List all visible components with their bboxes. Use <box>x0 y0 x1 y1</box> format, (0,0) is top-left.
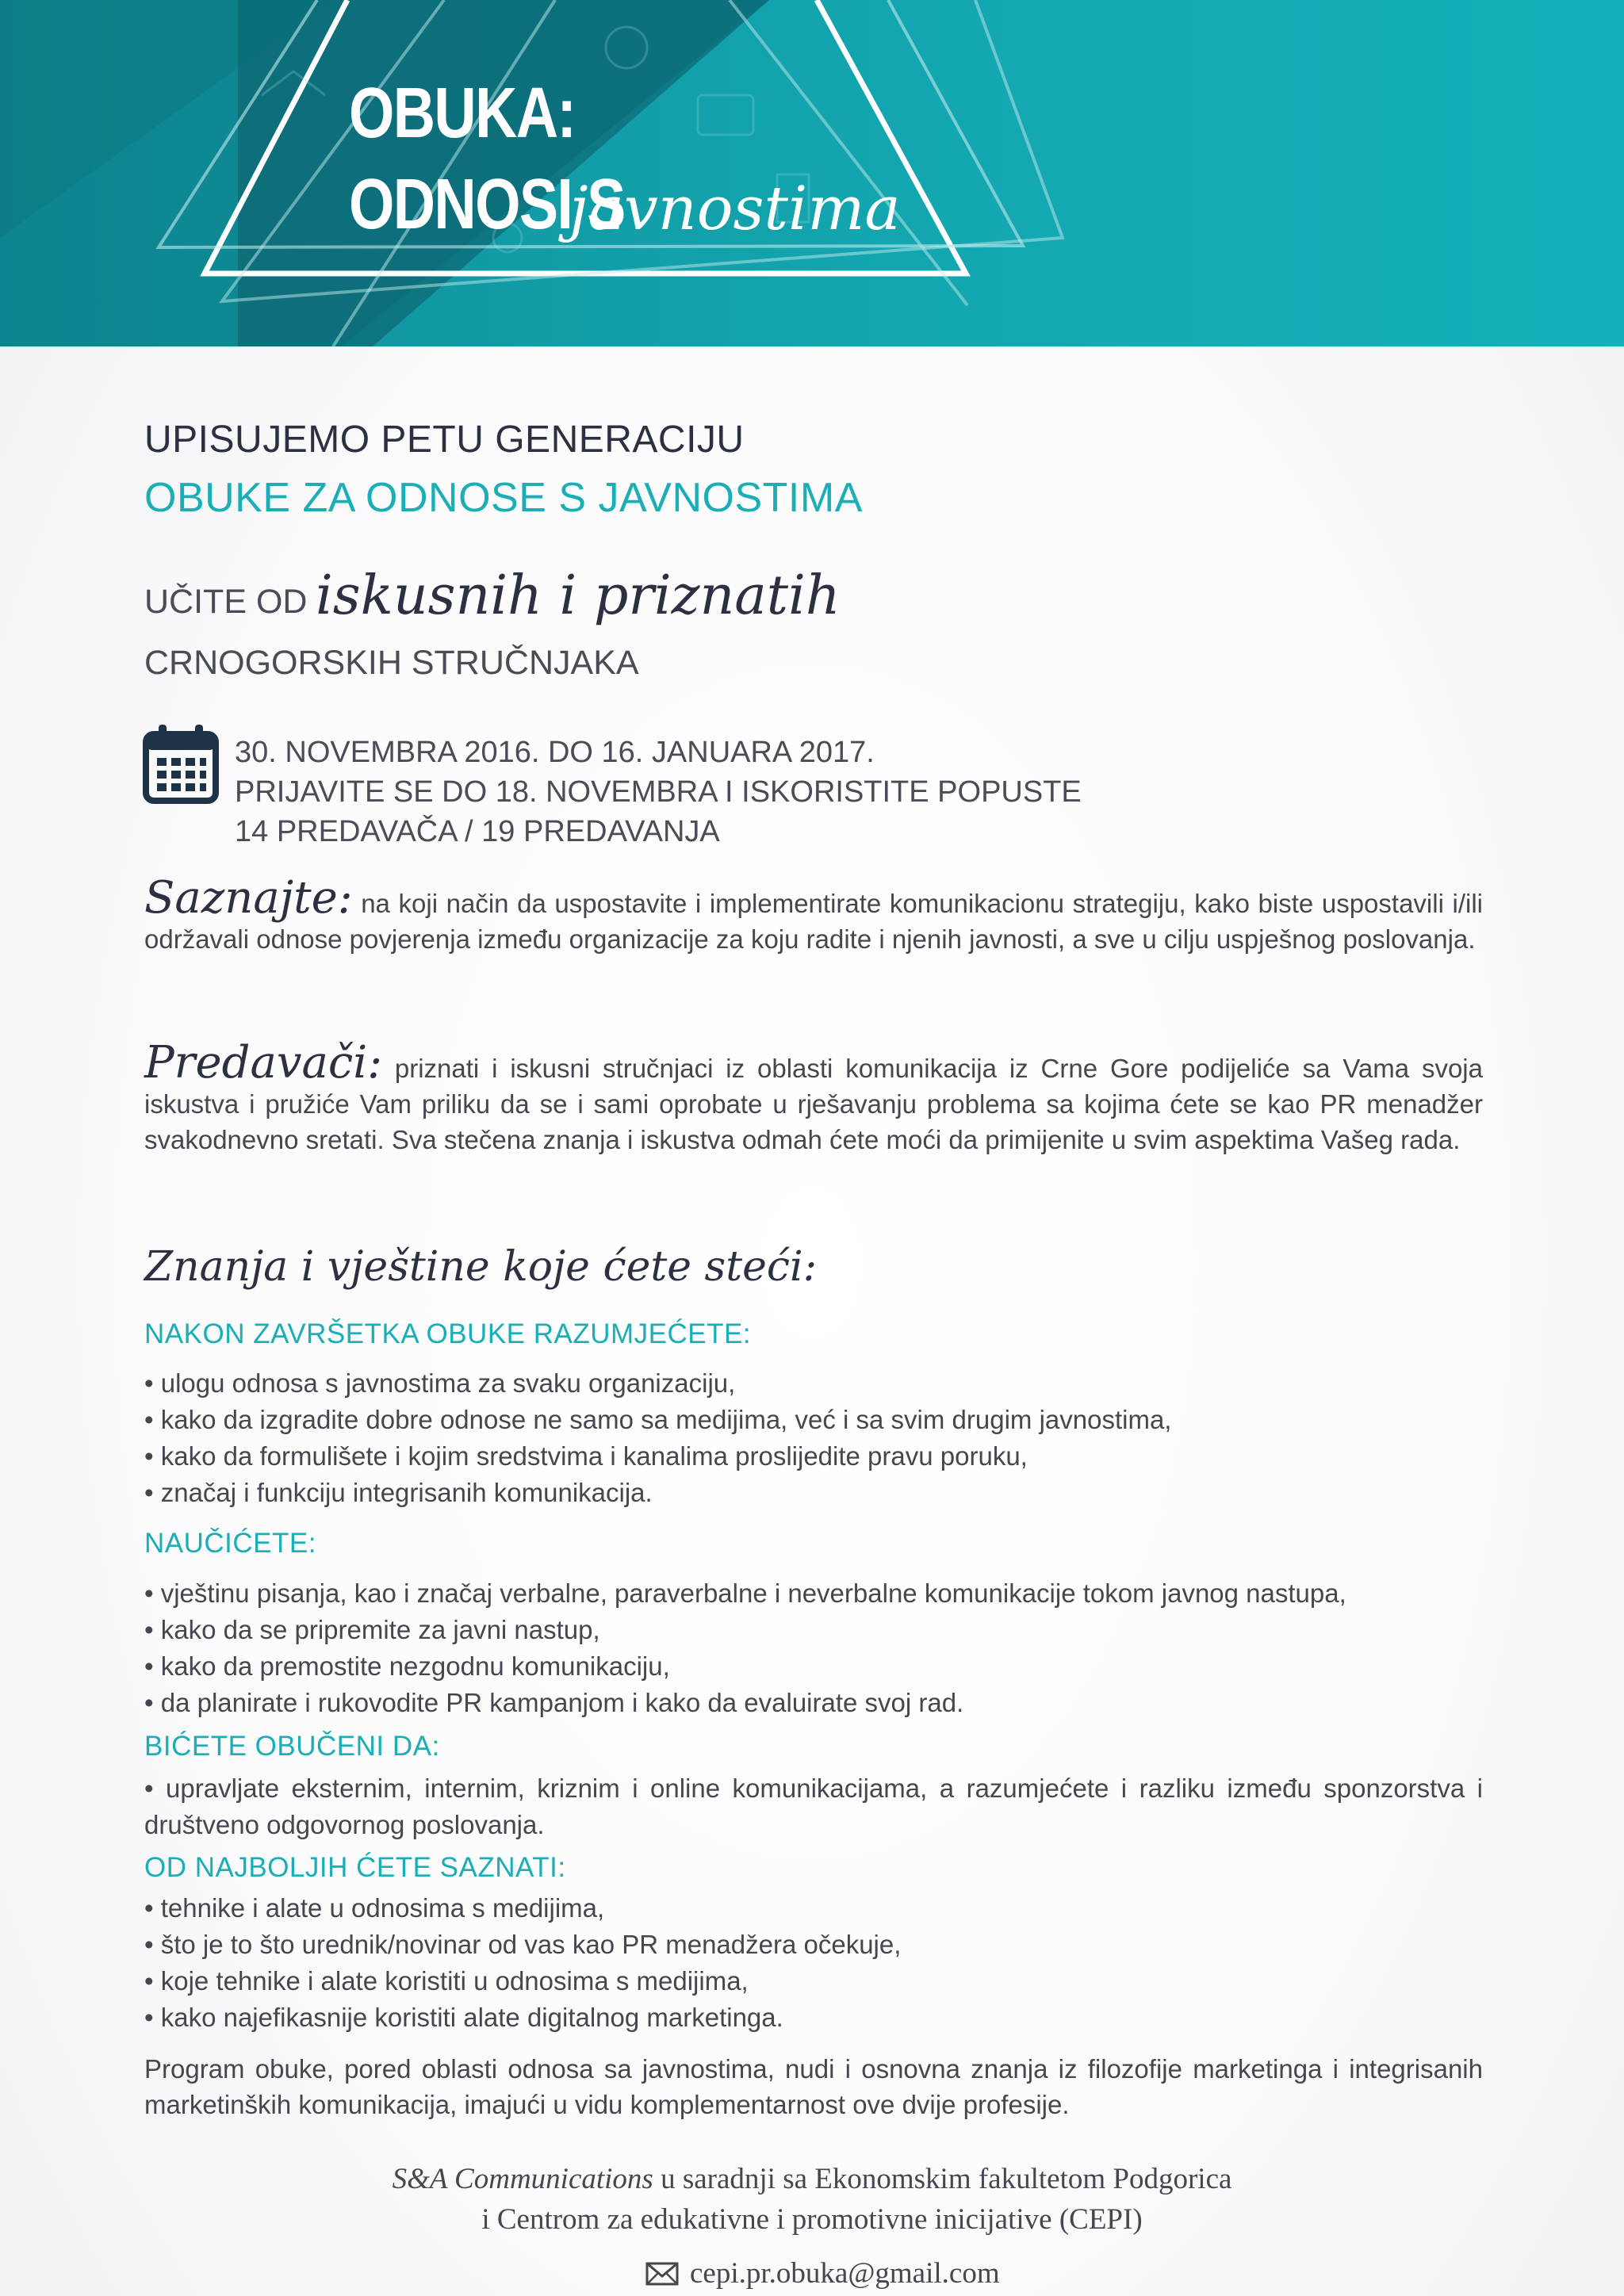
list-item: • kako da formulišete i kojim sredstvima i kanalima proslijedite pravu poruku, <box>144 1441 1028 1471</box>
section-title-razumjecete: NAKON ZAVRŠETKA OBUKE RAZUMJEĆETE: <box>144 1318 752 1349</box>
section-title-naucicete: NAUČIĆETE: <box>144 1528 316 1559</box>
list-item: • tehnike i alate u odnosima s medijima, <box>144 1893 605 1923</box>
list-obuceni <box>144 1770 1483 1843</box>
predavaci-paragraph <box>144 1037 1483 1158</box>
list-item: • ulogu odnosa s javnostima za svaku organizaciju, <box>144 1368 736 1398</box>
list-item: • što je to što urednik/novinar od vas kao PR menadžera očekuje, <box>144 1930 902 1959</box>
list-saznati <box>144 1890 1483 2036</box>
intro-line2: OBUKE ZA ODNOSE S JAVNOSTIMA <box>144 475 863 521</box>
section-title-saznati: OD NAJBOLJIH ĆETE SAZNATI: <box>144 1852 566 1883</box>
list-item: • kako da izgradite dobre odnose ne samo sa medijima, već i sa svim drugim javnostima, <box>144 1405 1172 1434</box>
list-item: • kako da se pripremite za javni nastup, <box>144 1615 600 1644</box>
schedule-registration: PRIJAVITE SE DO 18. NOVEMBRA I ISKORISTITE POPUSTE <box>235 775 1082 809</box>
intro-line1: UPISUJEMO PETU GENERACIJU <box>144 419 745 461</box>
footer-email-row <box>645 2256 1000 2290</box>
list-item: • koje tehnike i alate koristiti u odnosima s medijima, <box>144 1966 749 1996</box>
list-item: • upravljate eksternim, internim, kriznim i online komunikacijama, a razumjećete i razliku između sponzorstva i društveno odgovornog poslovanja. <box>144 1774 1483 1839</box>
saznajte-heading: Saznajte: <box>144 872 353 924</box>
envelope-icon <box>645 2262 679 2286</box>
banner-title-line1: OBUKA: <box>349 74 576 153</box>
list-item: • kako da premostite nezgodnu komunikaciju, <box>144 1651 670 1681</box>
learn-prefix: UČITE OD <box>144 583 308 621</box>
footer-line1-rest: u saradnji sa Ekonomskim fakultetom Podgorica <box>653 2163 1232 2195</box>
list-naucicete <box>144 1575 1483 1721</box>
footer-line2: i Centrom za edukativne i promotivne inicijative (CEPI) <box>481 2203 1143 2236</box>
header-banner <box>0 0 1624 346</box>
banner-title-line2: ODNOSI S <box>349 165 625 244</box>
predavaci-text: priznati i iskusni stručnjaci iz oblasti komunikacija iz Crne Gore podijeliće sa Vama svoja iskustva i pružiće Vam priliku da se i sami oprobate u rješavanju problema sa kojima ćete se kao PR menadžer svakodnevno sretati. Sva stečena znanja i iskustva odmah ćete moći da primijenite u svim aspektima Vašeg rada. <box>144 1054 1483 1154</box>
calendar-icon <box>143 723 219 804</box>
saznajte-paragraph <box>144 872 1484 957</box>
footer-line1 <box>0 2162 1624 2196</box>
program-paragraph: Program obuke, pored oblasti odnosa sa javnostima, nudi i osnovna znanja iz filozofije marketinga i integrisanih marketinških komunikacija, imajući u vidu komplementarnost ove dvije profesije. <box>144 2054 1483 2119</box>
banner-title-script: javnostima <box>569 173 901 243</box>
saznajte-text: na koji način da uspostavite i implementirate komunikacionu strategiju, kako biste uspostavili i/ili održavali odnose povjerenja između organizacije za koju radite i njenih javnosti, a sve u cilju uspješnog poslovanja. <box>144 889 1484 954</box>
schedule-counts: 14 PREDAVAČA / 19 PREDAVANJA <box>235 815 720 848</box>
email-link[interactable]: cepi.pr.obuka@gmail.com <box>690 2257 1000 2290</box>
list-item: • vještinu pisanja, kao i značaj verbalne, paraverbalne i neverbalne komunikacije tokom javnog nastupa, <box>144 1578 1346 1608</box>
predavaci-heading: Predavači: <box>144 1037 382 1089</box>
learn-suffix: CRNOGORSKIH STRUČNJAKA <box>144 644 639 682</box>
footer-company: S&A Communications <box>392 2163 653 2195</box>
schedule-dates: 30. NOVEMBRA 2016. DO 16. JANUARA 2017. <box>235 736 875 769</box>
list-razumjecete <box>144 1365 1483 1511</box>
list-item: • da planirate i rukovodite PR kampanjom i kako da evaluirate svoj rad. <box>144 1688 964 1717</box>
section-title-obuceni: BIĆETE OBUČENI DA: <box>144 1731 440 1762</box>
list-item: • značaj i funkciju integrisanih komunikacija. <box>144 1478 653 1507</box>
skills-heading: Znanja i vještine koje ćete steći: <box>144 1243 818 1291</box>
learn-script: iskusnih i priznatih <box>316 564 841 627</box>
list-item: • kako najefikasnije koristiti alate digitalnog marketinga. <box>144 2003 783 2032</box>
